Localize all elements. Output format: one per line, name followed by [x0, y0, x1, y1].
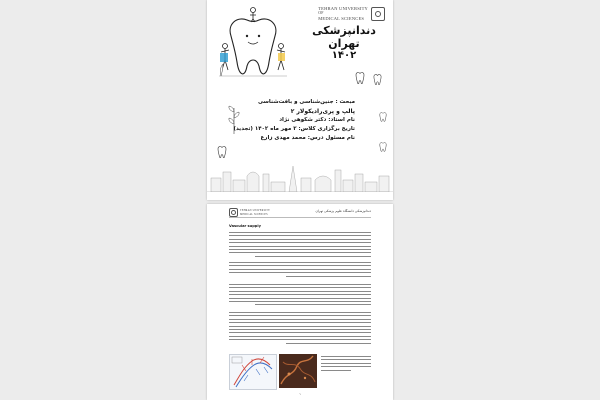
- header-divider: [229, 217, 371, 218]
- university-name-line1: TEHRAN UNIVERSITY: [318, 6, 368, 11]
- date-line: تاریخ برگزاری کلاس: ۲ مهر ماه ۱۴۰۲ (تجدید): [233, 126, 355, 132]
- course-info: [235, 98, 355, 143]
- university-logo: [318, 6, 385, 22]
- subject-line-2: پالپ و پری‌رادیکولار ۲: [290, 108, 355, 115]
- paragraph: [229, 262, 371, 279]
- header-faculty-text: دندانپزشکی دانشگاه علوم پزشکی تهران: [315, 209, 371, 213]
- small-tooth-icon: [355, 72, 365, 84]
- university-logo-text: [318, 6, 368, 22]
- cover-title: [309, 24, 379, 62]
- small-tooth-icon: [379, 112, 387, 122]
- paragraph: [229, 312, 371, 346]
- page-number: ۱: [299, 392, 301, 396]
- section-title: Vascular supply: [229, 224, 261, 228]
- cover-title-line1: دندانپزشکی: [312, 24, 376, 37]
- responsible-line: نام مسئول درس: محمد مهدی زارع: [260, 135, 355, 141]
- cover-page: [207, 0, 393, 200]
- histology-photo: [279, 354, 317, 388]
- university-name-line2: OF: [318, 10, 324, 16]
- tooth-dentist-illustration: [217, 6, 289, 84]
- figure-caption: [321, 356, 371, 373]
- page-header: [207, 204, 393, 218]
- paragraph: [229, 284, 371, 308]
- small-tooth-icon: [379, 142, 387, 152]
- teacher-line: نام استاد: دکتر شکوهی نژاد: [279, 117, 355, 123]
- vascular-diagram-figure: [229, 354, 277, 390]
- subject-line: مبحث : جنین‌شناسی و بافت‌شناسی: [257, 99, 355, 105]
- header-logo-line2: MEDICAL SCIENCES: [240, 212, 268, 216]
- paragraph: [229, 232, 371, 259]
- city-skyline-illustration: [207, 162, 393, 192]
- header-logo-text: [240, 209, 270, 215]
- header-university-logo: [229, 208, 270, 217]
- header-logo-line1: TEHRAN UNIVERSITY: [240, 209, 271, 213]
- university-seal-icon: [229, 208, 238, 217]
- small-tooth-icon: [373, 74, 382, 85]
- cover-title-line2: تهران: [328, 37, 360, 50]
- content-page: [207, 204, 393, 400]
- small-tooth-icon: [217, 146, 227, 158]
- vascular-diagram: [230, 355, 276, 389]
- histology-photo-figure: [279, 354, 317, 388]
- university-seal-icon: [371, 7, 385, 21]
- university-name-line3: MEDICAL SCIENCES: [318, 16, 365, 22]
- cover-title-year: ۱۴۰۲: [331, 50, 357, 61]
